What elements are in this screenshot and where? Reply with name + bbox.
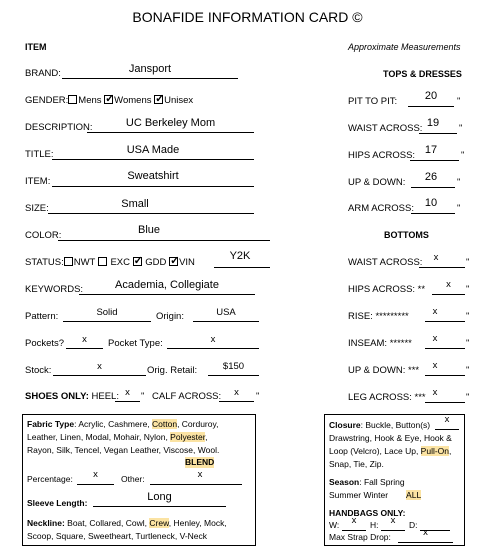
bottoms-line-4	[425, 348, 465, 349]
size-value[interactable]: Small	[121, 198, 149, 210]
gender-womens-checkbox[interactable]	[104, 95, 113, 104]
closure-pull-on-highlight: Pull-On	[420, 446, 450, 456]
bottoms-label-3: RISE: *********	[348, 311, 409, 322]
bottoms-line-5	[425, 375, 465, 376]
fabric-polyester-highlight: Polyester	[170, 432, 206, 442]
title-label: TITLE:	[25, 149, 54, 160]
item-line	[52, 186, 254, 187]
pocket-type-label: Pocket Type:	[108, 338, 163, 349]
status-exc-checkbox[interactable]	[98, 257, 107, 266]
tops-inch-4: "	[457, 177, 461, 188]
title-value[interactable]: USA Made	[126, 144, 180, 156]
tops-line-5	[411, 213, 455, 214]
neckline-line-2: Scoop, Square, Sweetheart, Turtleneck, V-Neck	[27, 531, 208, 541]
pockets-value[interactable]: x	[82, 334, 87, 345]
heel-label: HEEL:	[91, 391, 119, 402]
origin-line	[193, 321, 259, 322]
neckline-text-1b: , Henley, Mock,	[168, 518, 227, 528]
closure-button-value[interactable]: x	[444, 414, 450, 425]
bottoms-label-1: WAIST ACROSS:	[348, 257, 423, 268]
description-line	[87, 132, 254, 133]
fabric-text-2a: Leather, Linen, Modal, Mohair, Nylon,	[27, 432, 171, 442]
bottoms-line-1	[419, 267, 465, 268]
gender-unisex-checkbox[interactable]	[154, 95, 163, 104]
item-value[interactable]: Sweatshirt	[127, 170, 179, 182]
heel-value[interactable]: x	[125, 387, 130, 398]
stock-line	[53, 375, 146, 376]
origin-value[interactable]: USA	[216, 307, 236, 318]
bottoms-inch-6: "	[466, 392, 470, 403]
bottoms-inch-3: "	[466, 311, 470, 322]
status-gdd-checkbox[interactable]	[133, 257, 142, 266]
neckline-line-1	[27, 517, 227, 530]
gender-row	[25, 95, 193, 106]
neckline-text-1a: Boat, Collared, Cowl,	[64, 518, 150, 528]
bottoms-value-5[interactable]: x	[432, 360, 438, 371]
tops-line-1	[408, 106, 454, 107]
keywords-label: KEYWORDS:	[25, 284, 84, 295]
bottoms-label-4: INSEAM: ******	[348, 338, 412, 349]
pattern-value[interactable]: Solid	[96, 307, 118, 318]
status-nwt-label: NWT	[73, 257, 96, 268]
tops-value-2[interactable]: 19	[426, 117, 440, 129]
calf-line	[219, 401, 254, 402]
bottoms-heading: BOTTOMS	[384, 230, 429, 240]
fabric-line-2	[27, 431, 208, 444]
other-line	[150, 484, 242, 485]
tops-line-3	[410, 160, 459, 161]
item-label: ITEM:	[25, 176, 51, 187]
brand-line	[62, 78, 238, 79]
size-line	[48, 213, 254, 214]
status-gdd-label: GDD	[145, 257, 167, 268]
orig-retail-label: Orig. Retail:	[147, 365, 198, 376]
bottoms-inch-2: "	[466, 284, 470, 295]
tops-label-3: HIPS ACROSS:	[348, 150, 416, 161]
shoes-row	[25, 391, 119, 402]
h-label: H:	[370, 520, 379, 530]
sleeve-length-value[interactable]: Long	[147, 491, 172, 503]
season-label: Season	[329, 477, 360, 487]
keywords-value[interactable]: Academia, Collegiate	[115, 279, 219, 291]
bottoms-line-3	[425, 321, 465, 322]
bottoms-value-2[interactable]: x	[446, 279, 451, 290]
tops-value-5[interactable]: 10	[424, 197, 438, 209]
gender-mens-label: Mens	[78, 95, 102, 106]
season-text-1: : Fall Spring	[359, 477, 405, 487]
calf-inch-mark: "	[256, 391, 260, 402]
bottoms-value-1[interactable]: x	[433, 252, 439, 263]
bottoms-line-2	[432, 294, 465, 295]
heel-line	[115, 401, 140, 402]
bottoms-value-6[interactable]: x	[432, 387, 438, 398]
status-exc-label: EXC	[110, 257, 131, 268]
strap-line	[398, 542, 453, 543]
closure-line-3	[329, 445, 451, 458]
fabric-line-3: Rayon, Silk, Tencel, Vegan Leather, Viscose, Wool.	[27, 445, 220, 455]
pockets-line	[66, 348, 103, 349]
closure-line-2: Drawstring, Hook & Eye, Hook &	[329, 433, 452, 443]
neckline-label: Neckline:	[27, 518, 65, 528]
bottoms-line-6	[425, 402, 465, 403]
closure-line-4: Snap, Tie, Zip.	[329, 459, 384, 469]
percentage-label: Percentage:	[27, 474, 73, 484]
closure-text-3a: Loop (Velcro), Lace Up,	[329, 446, 421, 456]
tops-inch-3: "	[461, 150, 465, 161]
other-label: Other:	[121, 474, 145, 484]
w-label: W:	[329, 520, 340, 530]
pattern-line	[63, 321, 151, 322]
tops-line-2	[419, 133, 457, 134]
status-extra-line	[214, 267, 270, 268]
shoes-only-label: SHOES ONLY:	[25, 391, 89, 402]
closure-text-1: : Buckle, Button(s)	[360, 420, 431, 430]
brand-value[interactable]: Jansport	[128, 63, 172, 75]
pattern-label: Pattern:	[25, 311, 59, 322]
fabric-line-1	[27, 418, 218, 431]
bottoms-label-5: UP & DOWN: ***	[348, 365, 420, 376]
tops-value-1[interactable]: 20	[424, 90, 438, 102]
calf-label: CALF ACROSS:	[152, 391, 222, 402]
bottoms-value-3[interactable]: x	[432, 306, 438, 317]
closure-button-line	[435, 429, 459, 430]
closure-label: Closure	[329, 420, 361, 430]
other-value[interactable]: x	[197, 469, 203, 480]
closure-text-3b: ,	[449, 446, 452, 456]
status-extra-value[interactable]: Y2K	[229, 250, 251, 262]
h-value[interactable]: x	[390, 515, 396, 526]
fabric-text-1b: , Corduroy,	[177, 419, 219, 429]
item-heading: ITEM	[25, 42, 47, 52]
d-label: D:	[409, 520, 418, 530]
heel-inch-mark: "	[141, 391, 145, 402]
neckline-crew-highlight: Crew	[149, 518, 169, 528]
bottoms-inch-1: "	[466, 257, 470, 268]
bottoms-label-2: HIPS ACROSS: **	[348, 284, 426, 295]
season-line-1	[329, 476, 405, 489]
bottoms-label-6: LEG ACROSS: ***	[348, 392, 426, 403]
sleeve-length-line	[93, 506, 226, 507]
strap-label: Max Strap Drop:	[329, 532, 391, 542]
status-row	[25, 257, 195, 268]
gender-label: GENDER:	[25, 95, 69, 106]
orig-retail-line	[208, 375, 259, 376]
stock-label: Stock:	[25, 365, 52, 376]
calf-value[interactable]: x	[234, 387, 239, 398]
status-nwt-checkbox[interactable]	[64, 257, 73, 266]
gender-unisex-label: Unisex	[164, 95, 194, 106]
description-label: DESCRIPTION:	[25, 122, 93, 133]
tops-label-1: PIT TO PIT:	[348, 96, 398, 107]
w-value[interactable]: x	[351, 515, 357, 526]
gender-mens-checkbox[interactable]	[68, 95, 77, 104]
tops-label-2: WAIST ACROSS:	[348, 123, 423, 134]
status-vin-label: VIN	[179, 257, 195, 268]
title-line	[52, 159, 254, 160]
fabric-text-2b: ,	[205, 432, 208, 442]
season-all-highlight: ALL	[406, 490, 422, 500]
color-label: COLOR:	[25, 230, 62, 241]
tops-line-4	[411, 187, 455, 188]
status-vin-checkbox[interactable]	[169, 257, 178, 266]
brand-label: BRAND:	[25, 68, 61, 79]
percentage-line	[77, 484, 114, 485]
tops-value-4[interactable]: 26	[424, 171, 438, 183]
fabric-type-label: Fabric Type	[27, 419, 75, 429]
stock-value[interactable]: x	[97, 361, 102, 372]
tops-value-3[interactable]: 17	[424, 144, 438, 156]
pocket-type-value[interactable]: x	[210, 334, 216, 345]
gender-womens-label: Womens	[114, 95, 152, 106]
keywords-line	[79, 294, 255, 295]
pockets-label: Pockets?	[25, 338, 65, 349]
pocket-type-line	[167, 348, 259, 349]
fabric-cotton-highlight: Cotton	[152, 419, 178, 429]
approx-heading: Approximate Measurements	[348, 42, 461, 52]
status-label: STATUS:	[25, 257, 64, 268]
color-value[interactable]: Blue	[137, 224, 161, 236]
percentage-value[interactable]: x	[93, 469, 98, 480]
bottoms-value-4[interactable]: x	[432, 333, 438, 344]
bottoms-inch-4: "	[466, 338, 470, 349]
tops-heading: TOPS & DRESSES	[383, 69, 462, 79]
tops-label-4: UP & DOWN:	[348, 177, 406, 188]
tops-inch-2: "	[459, 123, 463, 134]
card-title: BONAFIDE INFORMATION CARD ©	[132, 9, 363, 25]
bottoms-inch-5: "	[466, 365, 470, 376]
tops-label-5: ARM ACROSS:	[348, 203, 414, 214]
description-value[interactable]: UC Berkeley Mom	[125, 117, 216, 129]
season-line-2	[329, 489, 421, 502]
tops-inch-1: "	[457, 96, 461, 107]
fabric-text-1a: : Acrylic, Cashmere,	[74, 419, 153, 429]
season-text-2: Summer Winter	[329, 490, 389, 500]
color-line	[58, 240, 270, 241]
tops-inch-5: "	[457, 203, 461, 214]
strap-value[interactable]: x	[423, 527, 428, 538]
fabric-blend-highlight: BLEND	[185, 457, 215, 467]
size-label: SIZE:	[25, 203, 49, 214]
closure-line-1	[329, 419, 430, 432]
handbags-label: HANDBAGS ONLY:	[329, 508, 406, 518]
origin-label: Origin:	[156, 311, 184, 322]
sleeve-length-label: Sleeve Length:	[27, 498, 88, 508]
orig-retail-value[interactable]: $150	[222, 361, 245, 372]
